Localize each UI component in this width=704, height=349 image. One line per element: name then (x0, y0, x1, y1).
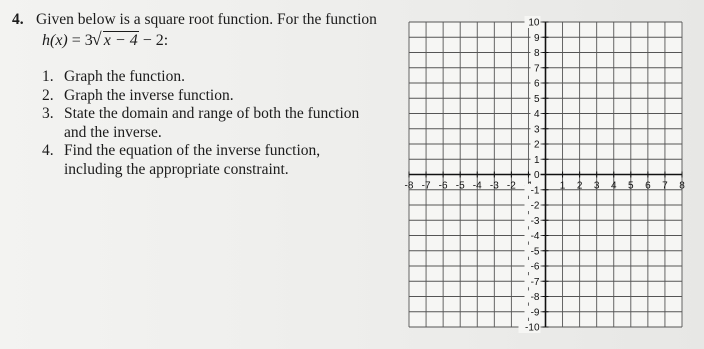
x-tick-label: -7 (421, 180, 431, 192)
x-tick-label: 6 (645, 180, 651, 192)
x-tick-label: 1 (559, 180, 566, 192)
task-number: 3. (42, 105, 54, 122)
y-tick-label: -5 (530, 246, 540, 258)
task-text: and the inverse. (64, 123, 162, 141)
task-text: including the appropriate constraint. (64, 160, 289, 178)
y-tick-label: 10 (528, 17, 540, 29)
formula-tail: − 2: (138, 32, 169, 49)
y-tick-label: 0 (533, 170, 540, 181)
y-tick-label: -7 (530, 276, 540, 288)
y-tick-label: -10 (525, 322, 540, 334)
y-tick-label: -2 (530, 200, 540, 212)
y-tick-label: -6 (530, 261, 540, 273)
x-tick-label: 4 (610, 180, 617, 192)
task-text: Graph the function. (64, 68, 185, 85)
x-tick-label: -5 (455, 180, 465, 192)
y-tick-label: 3 (533, 124, 540, 136)
x-tick-label: -8 (404, 180, 414, 192)
x-tick-label: -6 (438, 180, 448, 192)
task-number: 1. (42, 68, 54, 85)
y-tick-label: 1 (533, 154, 540, 166)
x-tick-label: 3 (593, 180, 600, 192)
radical-sign-icon: √ (91, 29, 102, 49)
x-tick-label: -4 (472, 180, 482, 192)
x-tick-label: -2 (506, 180, 516, 192)
y-tick-label: 7 (533, 63, 540, 75)
formula-eq: = 3 (67, 32, 93, 49)
y-tick-label: -9 (530, 307, 540, 319)
problem-intro: Given below is a square root function. For the function (36, 11, 377, 28)
x-tick-label: -3 (489, 180, 499, 192)
y-tick-label: -3 (530, 215, 540, 227)
task-text: Find the equation of the inverse function, (64, 142, 321, 159)
y-tick-label: 9 (533, 32, 540, 44)
problem-number: 4. (12, 11, 24, 28)
y-tick-label: -4 (530, 231, 540, 242)
task-text: State the domain and range of both the function (64, 105, 360, 122)
y-tick-label: -1 (530, 185, 540, 197)
task-number: 2. (42, 86, 54, 104)
y-tick-label: -8 (530, 292, 540, 303)
x-tick-label: 2 (576, 180, 583, 192)
x-tick-label: 8 (679, 180, 685, 192)
y-tick-label: 5 (533, 93, 540, 105)
y-tick-label: 4 (533, 109, 540, 120)
formula-lhs: h(x) (42, 32, 68, 49)
y-tick-label: 6 (533, 78, 540, 90)
x-tick-label: 7 (662, 180, 668, 192)
y-tick-label: 8 (533, 48, 540, 59)
x-tick-label: 5 (628, 180, 634, 192)
task-number: 4. (42, 142, 54, 159)
task-text: Graph the inverse function. (64, 86, 234, 104)
y-tick-label: 2 (533, 139, 540, 151)
formula-radicand: x − 4 (103, 32, 138, 49)
